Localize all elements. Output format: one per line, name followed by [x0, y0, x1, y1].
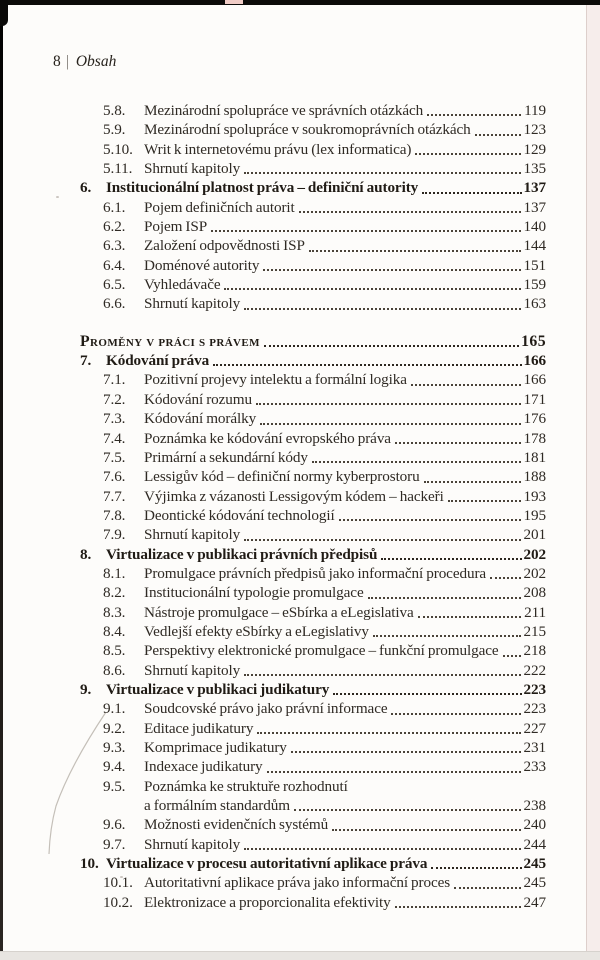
toc-entry-number: 9.: [80, 680, 92, 698]
toc-page-number: 144: [523, 237, 546, 255]
toc-entry-number: 7.3.: [103, 410, 126, 428]
toc-page-number: 201: [523, 526, 546, 544]
dot-leader: [422, 192, 521, 194]
toc-entry-number: 7.9.: [103, 526, 126, 544]
toc-page-number: 240: [523, 816, 546, 834]
dot-leader: [448, 500, 521, 502]
toc-page-number: 165: [521, 332, 546, 350]
toc-entry-number: 7.: [80, 352, 92, 370]
toc-entry-title: Pozitivní projevy intelektu a formální logika: [144, 371, 407, 389]
page-number: 8: [53, 53, 61, 70]
toc-page-number: 181: [523, 448, 546, 466]
toc-entry-title: Shrnutí kapitoly: [144, 295, 241, 313]
dot-leader: [244, 172, 520, 174]
toc-entry-number: 9.1.: [103, 700, 126, 718]
toc-page-number: 176: [523, 410, 546, 428]
toc-entry-title: Primární a sekundární kódy: [144, 448, 308, 466]
toc-page-number: 123: [523, 121, 546, 139]
dot-leader: [332, 829, 520, 831]
toc-page-number: 208: [523, 584, 546, 602]
dot-leader: [475, 134, 521, 136]
toc-page-number: 171: [523, 390, 546, 408]
toc-entry-number: 6.1.: [103, 198, 126, 216]
toc-entry: [80, 525, 546, 544]
dot-leader: [395, 442, 521, 444]
toc-entry-number: 7.4.: [103, 429, 126, 447]
toc-entry: [80, 159, 546, 178]
toc-page-number: 202: [523, 564, 546, 582]
toc-entry-title: Založení odpovědnosti ISP: [144, 237, 305, 255]
toc-entry: [80, 487, 546, 506]
toc-entry-title: Shrnutí kapitoly: [144, 661, 241, 679]
toc-entry: [80, 448, 546, 467]
toc-page-number: 135: [523, 160, 546, 178]
dot-leader: [224, 288, 520, 290]
toc-entry-title-continued: a formálním standardům: [144, 797, 290, 815]
toc-page-number: 137: [523, 179, 546, 197]
toc-entry-number: 8.2.: [103, 584, 126, 602]
dot-leader: [267, 771, 521, 773]
dot-leader: [211, 230, 520, 232]
dot-leader: [244, 848, 520, 850]
dot-leader: [244, 539, 520, 541]
toc-entry: [80, 390, 546, 409]
toc-entry-title: Perspektivy elektronické promulgace – funkční promulgace: [144, 642, 499, 660]
toc-entry-title: Vyhledávače: [144, 276, 221, 294]
toc-page-number: 159: [523, 276, 546, 294]
toc-entry: [80, 370, 546, 389]
toc-entry-title: Vedlejší efekty eSbírky a eLegislativy: [144, 622, 369, 640]
toc-entry-title: Kódování práva: [106, 352, 210, 370]
toc-entry: [80, 641, 546, 660]
dot-leader: [213, 364, 521, 366]
dot-leader: [260, 423, 520, 425]
running-header: [53, 53, 116, 71]
toc-entry-title: Deontické kódování technologií: [144, 506, 335, 524]
scan-edge-top-notch: [225, 0, 243, 4]
toc-entry-title: Writ k internetovému právu (lex informatica): [144, 140, 412, 158]
toc-entry: [80, 467, 546, 486]
toc-page-number: 140: [523, 218, 546, 236]
toc-page-number: 195: [523, 506, 546, 524]
toc-page-number: 178: [523, 429, 546, 447]
toc-page-number: 238: [523, 797, 546, 815]
toc-entry: [80, 603, 546, 622]
toc-page-number: 188: [523, 468, 546, 486]
toc-entry: [80, 120, 546, 139]
toc-entry-title: Institucionální platnost práva – definiční autority: [106, 179, 419, 197]
toc-page-number: 223: [523, 680, 546, 698]
toc-entry-title: Soudcovské právo jako právní informace: [144, 700, 388, 718]
dot-leader: [291, 751, 521, 753]
toc-entry-number: 6.6.: [103, 295, 126, 313]
toc-entry-number: 9.6.: [103, 816, 126, 834]
dot-leader: [244, 674, 520, 676]
toc-page-number: 137: [523, 198, 546, 216]
toc-entry-number: 9.5.: [103, 777, 126, 795]
toc-entry: [80, 101, 546, 120]
toc-entry-title: Virtualizace v procesu autoritativní aplikace práva: [106, 855, 428, 873]
toc-entry-title: Možnosti evidenčních systémů: [144, 816, 329, 834]
toc-page-number: 215: [523, 622, 546, 640]
toc-entry: [80, 256, 546, 275]
toc-entry: [80, 835, 546, 854]
header-separator: |: [66, 53, 69, 70]
toc-entry-number: 8.6.: [103, 661, 126, 679]
dot-leader: [294, 809, 521, 811]
toc-entry-title: Indexace judikatury: [144, 758, 263, 776]
toc-entry-number: 7.7.: [103, 487, 126, 505]
toc-entry: [80, 198, 546, 217]
toc-entry-number: 9.4.: [103, 758, 126, 776]
toc-entry-title: Virtualizace v publikaci právních předpisů: [106, 545, 378, 563]
toc-entry-number: 6.: [80, 179, 92, 197]
dot-leader: [411, 384, 521, 386]
toc-page-number: 247: [523, 893, 546, 911]
toc-entry-title: Institucionální typologie promulgace: [144, 584, 364, 602]
toc-entry: [80, 680, 546, 699]
scan-edge-top: [0, 0, 600, 5]
toc-entry: [80, 661, 546, 680]
dot-leader: [431, 867, 521, 869]
toc-entry: [80, 815, 546, 834]
toc-entry-number: 10.: [80, 855, 99, 873]
header-title: Obsah: [75, 53, 117, 70]
toc-page-number: 231: [523, 739, 546, 756]
toc-entry-number: 8.4.: [103, 622, 126, 640]
scan-edge-bottom: [0, 952, 600, 960]
toc-entry-title: Mezinárodní spolupráce v soukromoprávních otázkách: [144, 121, 471, 139]
toc-entry-number: 10.1.: [103, 874, 133, 892]
toc-entry-number: 8.1.: [103, 564, 126, 582]
toc-entry: [80, 738, 546, 757]
dot-leader: [415, 153, 520, 155]
dot-leader: [244, 308, 520, 310]
toc-entry-number: 7.2.: [103, 390, 126, 408]
toc-entry: [80, 140, 546, 159]
toc-entry: [80, 699, 546, 718]
toc-page-number: 233: [523, 758, 546, 776]
toc-entry-number: 7.6.: [103, 468, 126, 486]
toc-entry-number: 8.5.: [103, 642, 126, 660]
toc-page-number: 211: [524, 603, 546, 621]
dot-leader: [264, 345, 519, 347]
toc-entry-title: Shrnutí kapitoly: [144, 526, 241, 544]
toc-page-number: 119: [524, 102, 546, 119]
toc-entry-number: 10.2.: [103, 893, 133, 911]
toc-part-title: Proměny v práci s právem: [80, 332, 260, 350]
toc-entry-title: Poznámka ke struktuře rozhodnutí: [144, 777, 348, 795]
toc-entry: [80, 893, 546, 912]
dot-leader: [424, 481, 521, 483]
dot-leader: [256, 403, 521, 405]
toc-page-number: 245: [523, 855, 546, 873]
toc-entry-title: Pojem definičních autorit: [144, 198, 295, 216]
toc-entry: [80, 294, 546, 313]
toc-entry: [80, 275, 546, 294]
toc-entry-number: 6.2.: [103, 218, 126, 236]
toc-page-number: 166: [523, 371, 546, 389]
toc-entry: [80, 796, 546, 815]
dot-leader: [333, 693, 521, 695]
toc-entry-number: 5.9.: [103, 121, 126, 139]
toc-entry: [80, 545, 546, 564]
dot-leader: [381, 558, 521, 560]
toc-entry-number: 7.5.: [103, 448, 126, 466]
dot-leader: [339, 519, 521, 521]
table-of-contents: [80, 101, 546, 912]
toc-entry-number: 9.3.: [103, 739, 126, 756]
toc-entry-title: Virtualizace v publikaci judikatury: [106, 680, 330, 698]
toc-entry-title: Kódování rozumu: [144, 390, 252, 408]
toc-entry-number: 5.11.: [103, 160, 133, 178]
dot-leader: [490, 577, 520, 579]
toc-entry: [80, 757, 546, 776]
toc-entry-number: 6.4.: [103, 256, 126, 274]
toc-entry: [80, 429, 546, 448]
dot-leader: [503, 655, 521, 657]
scan-speck: [56, 196, 59, 198]
toc-entry-number: 8.: [80, 545, 92, 563]
toc-page-number: 166: [523, 352, 546, 370]
dot-leader: [395, 906, 521, 908]
toc-entry-title: Promulgace právních předpisů jako informační procedura: [144, 564, 487, 582]
toc-entry: [80, 622, 546, 641]
toc-page-number: 218: [523, 642, 546, 660]
toc-entry-title: Editace judikatury: [144, 719, 254, 737]
toc-entry: [80, 719, 546, 738]
dot-leader: [373, 635, 521, 637]
toc-page-number: 244: [523, 835, 546, 853]
toc-page-number: 129: [523, 140, 546, 158]
toc-entry-title: Nástroje promulgace – eSbírka a eLegislativa: [144, 603, 414, 621]
toc-entry-number: 8.3.: [103, 603, 126, 621]
toc-entry-title: Elektronizace a proporcionalita efektivity: [144, 893, 391, 911]
toc-page-number: 202: [523, 545, 546, 563]
toc-entry: [80, 351, 546, 370]
toc-entry-number: 5.10.: [103, 140, 133, 158]
toc-page-number: 227: [523, 719, 546, 737]
toc-entry-title: Autoritativní aplikace práva jako informační proces: [144, 874, 451, 892]
dot-leader: [263, 269, 520, 271]
toc-entry-number: 9.7.: [103, 835, 126, 853]
toc-page-number: 193: [523, 487, 546, 505]
scan-page-edge-right: [586, 5, 600, 952]
toc-entry: [80, 217, 546, 236]
toc-entry-title: Lessigův kód – definiční normy kyberprostoru: [144, 468, 420, 486]
dot-leader: [427, 114, 521, 116]
scan-edge-left: [0, 0, 3, 952]
dot-leader: [312, 461, 521, 463]
toc-entry: [80, 583, 546, 602]
toc-entry-title: Výjimka z vázanosti Lessigovým kódem – hackeři: [144, 487, 444, 505]
toc-page-number: 151: [523, 256, 546, 274]
dot-leader: [454, 887, 520, 889]
toc-page-number: 163: [523, 295, 546, 313]
toc-entry: [80, 236, 546, 255]
dot-leader: [418, 616, 521, 618]
toc-entry-title: Kódování morálky: [144, 410, 257, 428]
toc-entry: [80, 777, 546, 796]
toc-entry-title: Doménové autority: [144, 256, 260, 274]
toc-entry-title: Poznámka ke kódování evropského práva: [144, 429, 391, 447]
toc-entry: [80, 332, 546, 351]
toc-entry: [80, 506, 546, 525]
toc-entry-number: 7.8.: [103, 506, 126, 524]
toc-entry-title: Shrnutí kapitoly: [144, 160, 241, 178]
toc-page-number: 222: [523, 661, 546, 679]
toc-page-number: 245: [523, 874, 546, 892]
toc-entry: [80, 178, 546, 197]
toc-entry-title: Mezinárodní spolupráce ve správních otázkách: [144, 102, 424, 119]
dot-leader: [299, 211, 521, 213]
toc-entry: [80, 873, 546, 892]
dot-leader: [391, 713, 520, 715]
toc-entry-title: Shrnutí kapitoly: [144, 835, 241, 853]
toc-page-number: 223: [523, 700, 546, 718]
toc-entry-title: Komprimace judikatury: [144, 739, 287, 756]
toc-entry-title: Pojem ISP: [144, 218, 208, 236]
toc-entry-number: 6.3.: [103, 237, 126, 255]
scan-edge-left-wedge: [0, 0, 8, 26]
dot-leader: [309, 250, 521, 252]
toc-entry-number: 9.2.: [103, 719, 126, 737]
toc-entry: [80, 854, 546, 873]
dot-leader: [368, 597, 521, 599]
toc-entry-number: 6.5.: [103, 276, 126, 294]
toc-entry: [80, 409, 546, 428]
dot-leader: [257, 732, 520, 734]
toc-entry-number: 7.1.: [103, 371, 126, 389]
toc-entry-number: 5.8.: [103, 102, 126, 119]
toc-entry: [80, 564, 546, 583]
